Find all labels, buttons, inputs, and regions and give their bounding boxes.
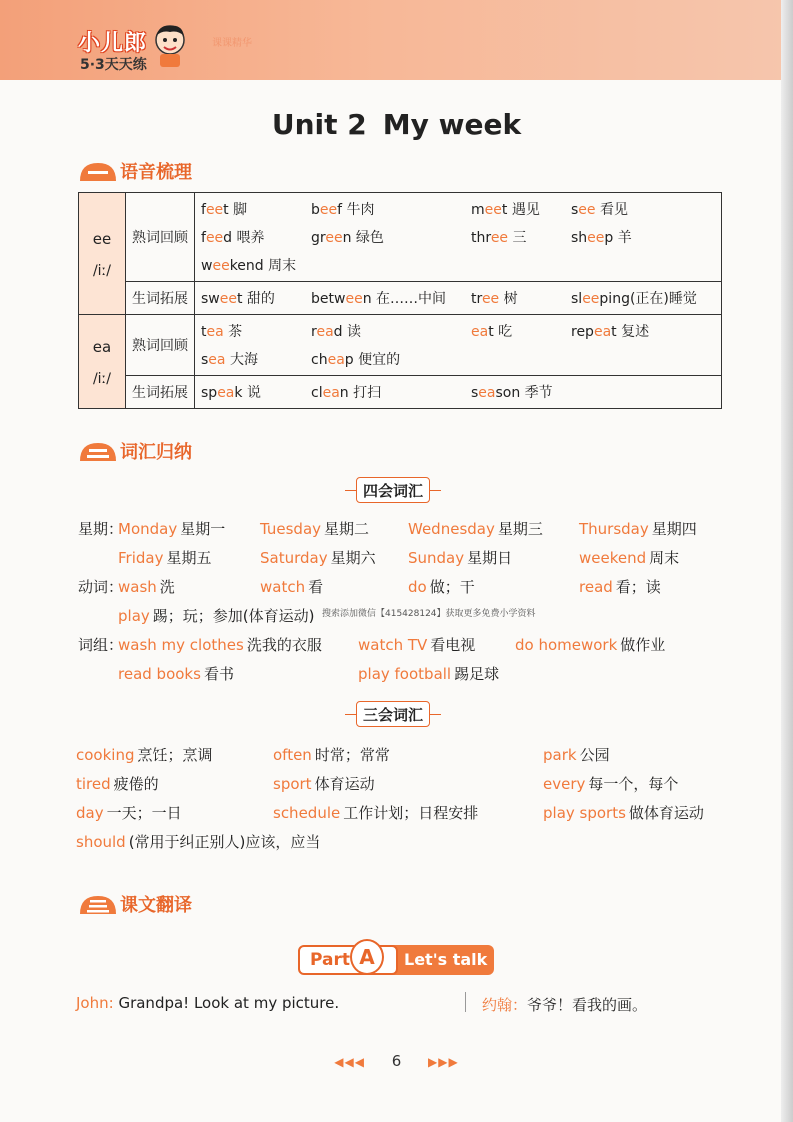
- dialogue-chinese: [482, 994, 647, 1015]
- vocab-item: do 做；干: [408, 578, 475, 596]
- vocab-item: Sunday 星期日: [408, 549, 513, 567]
- phonics-word: see 看见: [571, 202, 628, 218]
- verbs-label: 动词：: [78, 578, 124, 596]
- watermark-text: 搜索添加微信【415428124】获取更多免费小学资料: [322, 609, 536, 619]
- section-one-icon: [78, 159, 118, 183]
- phonics-word: sea 大海: [201, 352, 258, 368]
- word-row: [201, 317, 715, 345]
- phonics-word: beef 牛肉: [311, 202, 375, 218]
- word-row: [201, 378, 715, 406]
- vocab-item: play 踢；玩；参加(体育运动): [118, 607, 315, 625]
- brand-logo: 小儿郎: [78, 31, 148, 56]
- word-list: [195, 376, 722, 409]
- page-header: [0, 0, 793, 80]
- vocab-item: Friday 星期五: [118, 549, 212, 567]
- word-row: [201, 345, 715, 373]
- phrases-label: 词组：: [78, 636, 124, 654]
- days-label: 星期：: [78, 520, 124, 538]
- vocab-item: Saturday 星期六: [260, 549, 376, 567]
- vocab-item: Tuesday 星期二: [260, 520, 370, 538]
- vocab-item: watch TV 看电视: [358, 636, 476, 654]
- phonics-word: feed 喂养: [201, 230, 265, 246]
- word-row: [201, 223, 715, 251]
- phonics-word: feet 脚: [201, 202, 248, 218]
- vocab-item: wash my clothes 洗我的衣服: [118, 636, 322, 654]
- phonics-word: speak 说: [201, 385, 261, 401]
- prev-arrows-icon: ◀◀◀: [334, 1055, 365, 1069]
- vocab-item: read books 看书: [118, 665, 234, 683]
- section-vocabulary: [78, 438, 192, 464]
- vocab-item: wash 洗: [118, 578, 175, 596]
- vocab-item: play sports 做体育运动: [543, 804, 704, 822]
- word-list: [195, 315, 722, 376]
- word-row: [201, 251, 715, 279]
- vocab-item: do homework 做作业: [515, 636, 666, 654]
- section-three-icon: [78, 892, 118, 916]
- vocab-item: read 看；读: [579, 578, 661, 596]
- part-title: Let's talk: [404, 950, 488, 969]
- word-list: [195, 193, 722, 282]
- word-list: [195, 282, 722, 315]
- three-skill-box: 三会词汇: [356, 701, 430, 727]
- letters: ee: [92, 229, 112, 248]
- mascot-icon: [150, 22, 190, 68]
- section-translation: [78, 891, 192, 917]
- letters: ea: [92, 337, 112, 356]
- vocab-item: play football 踢足球: [358, 665, 500, 683]
- section-title: 课文翻译: [120, 895, 192, 916]
- phonics-word: tree 树: [471, 291, 518, 307]
- word-row: [201, 284, 715, 312]
- vocab-item: day 一天；一日: [76, 804, 182, 822]
- phonics-ee-cell: [79, 193, 126, 315]
- phonics-word: weekend 周末: [201, 258, 297, 274]
- part-label: Part: [310, 950, 350, 970]
- page-footer: [0, 1052, 793, 1070]
- phonics-word: cheap 便宜的: [311, 352, 401, 368]
- line-en: Grandpa! Look at my picture.: [118, 994, 340, 1012]
- section-pronunciation: [78, 158, 192, 184]
- phonics-word: three 三: [471, 230, 527, 246]
- vocab-item: weekend 周末: [579, 549, 680, 567]
- phonics-word: sheep 羊: [571, 230, 632, 246]
- vocab-item: Thursday 星期四: [579, 520, 697, 538]
- series-name: 5·3天天练: [80, 57, 147, 73]
- sound: /iː/: [92, 262, 112, 279]
- column-separator: [465, 992, 466, 1012]
- phonics-word: clean 打扫: [311, 385, 382, 401]
- part-letter: A: [350, 939, 384, 975]
- phonics-ea-cell: [79, 315, 126, 409]
- sound: /iː/: [92, 370, 112, 387]
- page-spine: [781, 0, 793, 1122]
- vocab-item: should (常用于纠正别人)应该，应当: [76, 833, 321, 851]
- phonics-word: read 读: [311, 324, 361, 340]
- speaker-zh: 约翰：: [482, 996, 528, 1014]
- category-label: 生词拓展: [126, 282, 195, 315]
- unit-number: Unit 2: [271, 108, 367, 141]
- phonics-word: green 绿色: [311, 230, 384, 246]
- speaker-en: John:: [76, 994, 114, 1012]
- category-label: 生词拓展: [126, 376, 195, 409]
- phonics-word: meet 遇见: [471, 202, 540, 218]
- section-title: 语音梳理: [120, 162, 192, 183]
- vocab-item: tired 疲倦的: [76, 775, 159, 793]
- phonics-word: season 季节: [471, 385, 553, 401]
- line-zh: 爷爷！看我的画。: [527, 996, 648, 1014]
- vocab-item: every 每一个，每个: [543, 775, 679, 793]
- dialogue-english: [76, 994, 339, 1012]
- category-label: 熟词回顾: [126, 193, 195, 282]
- vocab-item: cooking 烹饪；烹调: [76, 746, 213, 764]
- part-badge: [298, 945, 494, 975]
- page-number: 6: [391, 1052, 402, 1070]
- phonics-word: eat 吃: [471, 324, 513, 340]
- word-row: [201, 195, 715, 223]
- vocab-item: Wednesday 星期三: [408, 520, 543, 538]
- vocab-item: watch 看: [260, 578, 324, 596]
- vocab-item: park 公园: [543, 746, 610, 764]
- unit-name: My week: [382, 108, 522, 141]
- phonics-word: sweet 甜的: [201, 291, 275, 307]
- vocab-item: Monday 星期一: [118, 520, 226, 538]
- next-arrows-icon: ▶▶▶: [428, 1055, 459, 1069]
- vocab-item: sport 体育运动: [273, 775, 375, 793]
- vocab-item: often 时常；常常: [273, 746, 390, 764]
- phonics-word: between 在……中间: [311, 291, 447, 307]
- section-title: 词汇归纳: [120, 442, 192, 463]
- category-label: 熟词回顾: [126, 315, 195, 376]
- header-subtitle: 课课精华: [212, 38, 252, 49]
- vocab-item: schedule 工作计划；日程安排: [273, 804, 479, 822]
- four-skill-box: 四会词汇: [356, 477, 430, 503]
- phonics-word: sleeping(正在)睡觉: [571, 291, 697, 307]
- phonics-table: [78, 192, 722, 409]
- page-title: [0, 108, 793, 141]
- phonics-word: repeat 复述: [571, 324, 650, 340]
- part-title-bg: [390, 945, 494, 975]
- section-two-icon: [78, 439, 118, 463]
- phonics-word: tea 茶: [201, 324, 243, 340]
